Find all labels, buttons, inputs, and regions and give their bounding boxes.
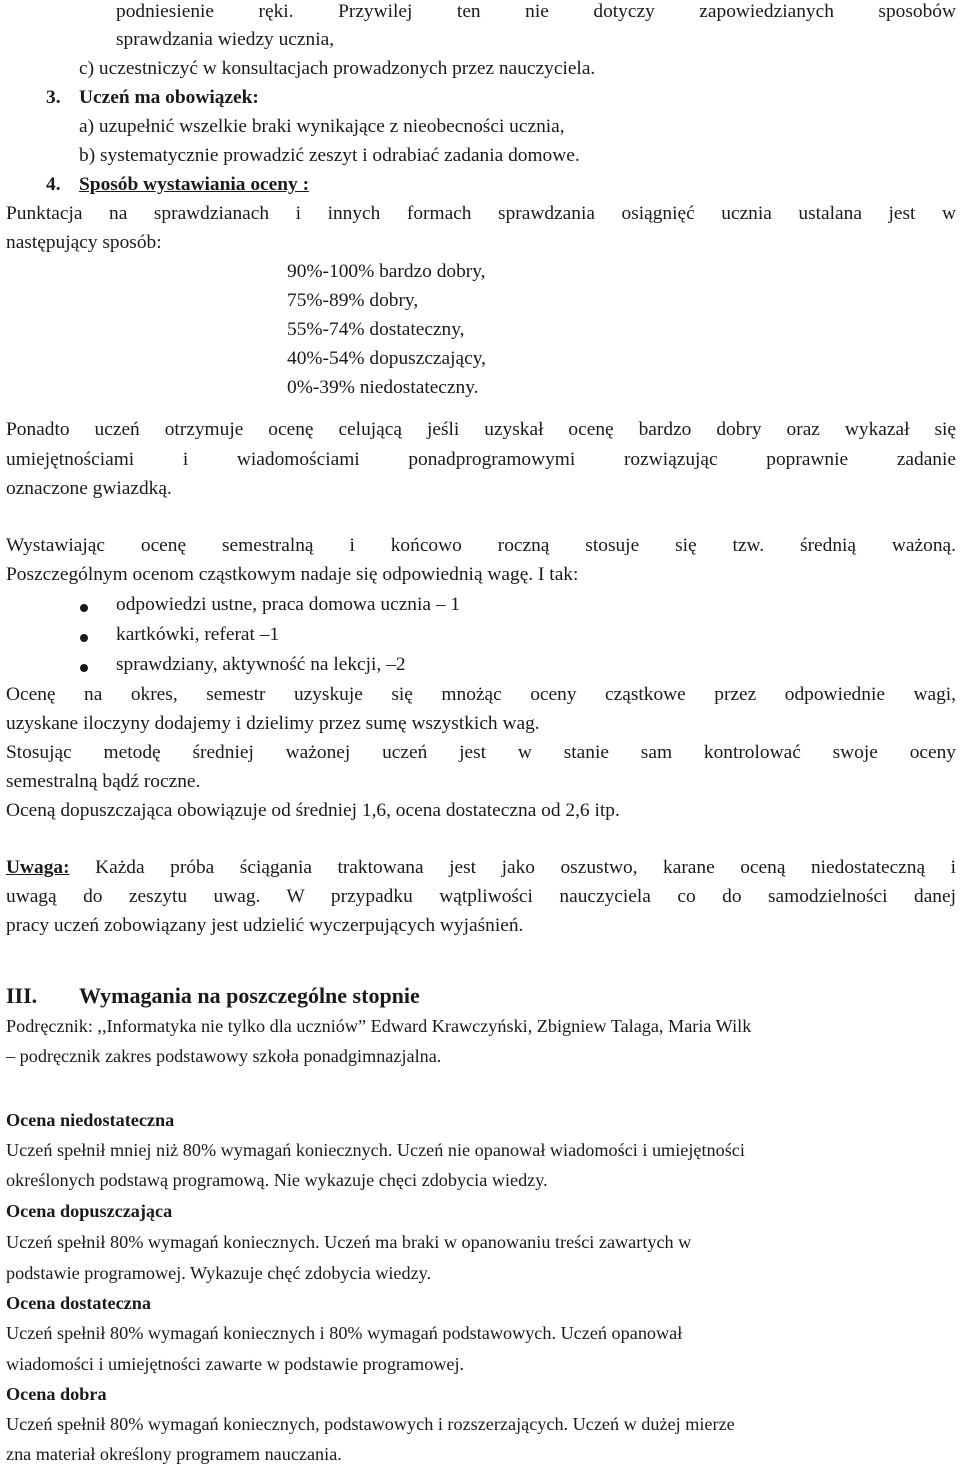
grade-level-title: Ocena dostateczna xyxy=(6,1293,151,1313)
grade-level-title: Ocena dobra xyxy=(6,1384,107,1404)
bullet-icon xyxy=(80,634,88,642)
text-line: zna materiał określony programem nauczania. xyxy=(6,1444,342,1464)
list-item: kartkówki, referat –1 xyxy=(116,624,280,645)
text-line: Oceną dopuszczająca obowiązuje od średniej 1,6, ocena dostateczna od 2,6 itp. xyxy=(6,800,620,821)
text-line: Stosując metodę średniej ważonej uczeń jest w stanie sam kontrolować swoje oceny xyxy=(6,742,956,763)
text-line: sprawdzania wiedzy ucznia, xyxy=(116,29,335,50)
text-line: Uczeń spełnił 80% wymagań koniecznych i 80% wymagań podstawowych. Uczeń opanował xyxy=(6,1323,683,1343)
text-line: wiadomości i umiejętności zawarte w podstawie programowej. xyxy=(6,1354,465,1374)
list-item: c) uczestniczyć w konsultacjach prowadzonych przez nauczyciela. xyxy=(79,58,596,79)
text-line: Punktacja na sprawdzianach i innych formach sprawdzania osiągnięć ucznia ustalana jest w xyxy=(6,203,956,224)
text-line: Uczeń spełnił mniej niż 80% wymagań koniecznych. Uczeń nie opanował wiadomości i umiejętności xyxy=(6,1140,745,1160)
text-line: Wystawiając ocenę semestralną i końcowo roczną stosuje się tzw. średnią ważoną. xyxy=(6,535,956,556)
bullet-icon xyxy=(80,664,88,672)
grade-scale-item: 55%-74% dostateczny, xyxy=(287,319,465,340)
text-line: pracy uczeń zobowiązany jest udzielić wyczerpujących wyjaśnień. xyxy=(6,915,524,936)
grade-scale-item: 0%-39% niedostateczny. xyxy=(287,377,479,398)
text-line: podniesienie ręki. Przywilej ten nie dotyczy zapowiedzianych sposobów xyxy=(116,1,956,22)
warning-label: Uwaga: xyxy=(6,857,70,878)
text-line: umiejętnościami i wiadomościami ponadprogramowymi rozwiązując poprawnie zadanie xyxy=(6,449,956,470)
grade-scale-item: 40%-54% dopuszczający, xyxy=(287,348,487,369)
grade-scale-item: 75%-89% dobry, xyxy=(287,290,419,311)
text-line: Uczeń spełnił 80% wymagań koniecznych, podstawowych i rozszerzających. Uczeń w dużej mierze xyxy=(6,1414,735,1434)
text-line: uwagą do zeszytu uwag. W przypadku wątpliwości nauczyciela co do samodzielności danej xyxy=(6,886,956,907)
text-line: Uczeń spełnił 80% wymagań koniecznych. Uczeń ma braki w opanowaniu treści zawartych w xyxy=(6,1232,692,1252)
text-line: oznaczone gwiazdką. xyxy=(6,478,172,499)
page-section-title: Wymagania na poszczególne stopnie xyxy=(79,983,420,1008)
section-number: III. xyxy=(6,983,38,1008)
section-number: 4. xyxy=(46,174,61,195)
text-line: – podręcznik zakres podstawowy szkoła ponadgimnazjalna. xyxy=(6,1046,442,1066)
text-line: uzyskane iloczyny dodajemy i dzielimy przez sumę wszystkich wag. xyxy=(6,713,540,734)
text-line: semestralną bądź roczne. xyxy=(6,771,201,792)
text-line: określonych podstawą programową. Nie wykazuje chęci zdobycia wiedzy. xyxy=(6,1170,548,1190)
text-line: Podręcznik: ,,Informatyka nie tylko dla uczniów” Edward Krawczyński, Zbigniew Talaga, Maria Wilk xyxy=(6,1016,752,1036)
text-line: Każda próba ściągania traktowana jest jako oszustwo, karane oceną niedostateczną i xyxy=(69,857,956,878)
text-line: następujący sposób: xyxy=(6,232,162,253)
grade-level-title: Ocena niedostateczna xyxy=(6,1110,175,1130)
text-line: Ocenę na okres, semestr uzyskuje się mnożąc oceny cząstkowe przez odpowiednie wagi, xyxy=(6,684,956,705)
grade-level-title: Ocena dopuszczająca xyxy=(6,1201,173,1221)
section-heading: Sposób wystawiania oceny : xyxy=(79,174,310,195)
text-line: podstawie programowej. Wykazuje chęć zdobycia wiedzy. xyxy=(6,1263,432,1283)
text-line: Poszczególnym ocenom cząstkowym nadaje się odpowiednią wagę. I tak: xyxy=(6,564,579,585)
text-line: Ponadto uczeń otrzymuje ocenę celującą jeśli uzyskał ocenę bardzo dobry oraz wykazał się xyxy=(6,419,956,440)
bullet-icon xyxy=(80,604,88,612)
list-item: b) systematycznie prowadzić zeszyt i odrabiać zadania domowe. xyxy=(79,145,580,166)
warning-paragraph xyxy=(6,857,956,879)
list-item: a) uzupełnić wszelkie braki wynikające z nieobecności ucznia, xyxy=(79,116,565,137)
list-item: odpowiedzi ustne, praca domowa ucznia – 1 xyxy=(116,594,461,615)
section-heading: Uczeń ma obowiązek: xyxy=(79,87,259,108)
section-number: 3. xyxy=(46,87,61,108)
grade-scale-item: 90%-100% bardzo dobry, xyxy=(287,261,486,282)
list-item: sprawdziany, aktywność na lekcji, –2 xyxy=(116,654,406,675)
